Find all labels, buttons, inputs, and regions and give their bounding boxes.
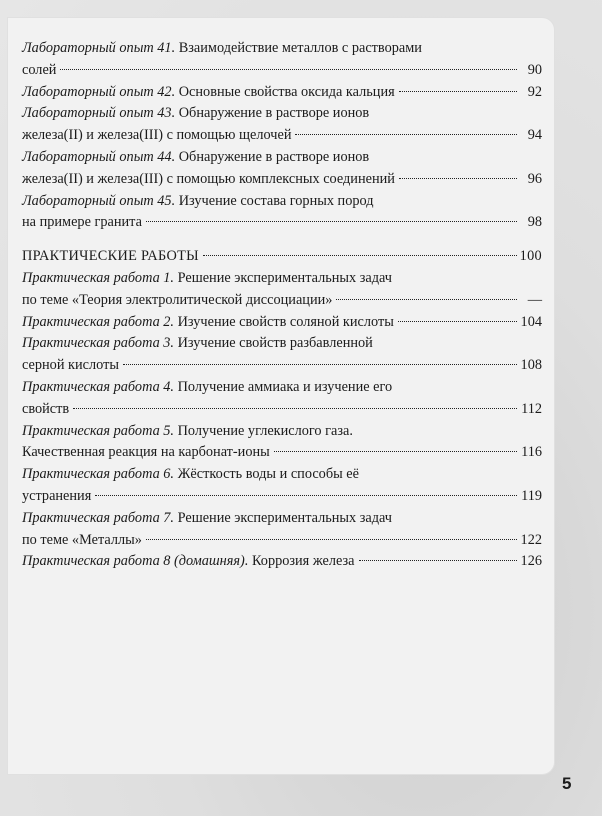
entry-title: Решение экспериментальных задач (177, 269, 392, 286)
entry-page: 119 (521, 487, 542, 504)
toc-entry-lab-44 (22, 147, 542, 169)
dot-leader (146, 539, 517, 540)
entry-title: Изучение свойств разбавленной (177, 335, 373, 352)
entry-lead: Практическая работа 4. (22, 378, 175, 395)
entry-page: 108 (520, 357, 542, 374)
entry-title-cont: серной кислоты (22, 357, 119, 374)
entry-title: Основные свойства оксида кальция (178, 83, 395, 100)
dot-leader (336, 299, 517, 300)
entry-page: 98 (527, 214, 542, 231)
toc-entry-lab-41 (22, 38, 542, 60)
entry-lead: Практическая работа 5. (22, 422, 175, 439)
entry-lead: Практическая работа 3. (22, 335, 175, 352)
toc-entry-pr-4 (22, 377, 542, 399)
dot-leader (123, 364, 517, 365)
entry-title-cont: железа(II) и железа(III) с помощью щелочей (22, 127, 292, 144)
entry-title: Получение аммиака и изучение его (177, 378, 393, 395)
dot-leader (146, 221, 517, 222)
table-of-contents (22, 38, 542, 573)
toc-entry-pr-7 (22, 508, 542, 530)
toc-entry-lab-43-cont (22, 125, 542, 147)
entry-lead: Лабораторный опыт 44. (22, 148, 176, 165)
dot-leader (95, 495, 517, 496)
toc-entry-pr-6 (22, 464, 542, 486)
entry-title: Решение экспериментальных задач (177, 509, 392, 526)
entry-title-cont: по теме «Теория электролитической диссоциации» (22, 291, 333, 308)
toc-entry-lab-43 (22, 103, 542, 125)
dot-leader (203, 255, 517, 256)
toc-section-practical (22, 246, 542, 268)
toc-entry-lab-41-cont (22, 60, 542, 82)
toc-entry-pr-1 (22, 268, 542, 290)
entry-lead: Практическая работа 1. (22, 269, 175, 286)
entry-page: 104 (520, 313, 542, 330)
dot-leader (73, 408, 517, 409)
toc-entry-pr-5-cont (22, 442, 542, 464)
dot-leader (359, 560, 517, 561)
entry-page: 92 (527, 83, 542, 100)
dot-leader (398, 321, 517, 322)
entry-title: Изучение свойств соляной кислоты (177, 313, 394, 330)
entry-lead: Лабораторный опыт 42. (22, 83, 176, 100)
toc-entry-pr-6-cont (22, 486, 542, 508)
entry-page: 96 (527, 170, 542, 187)
toc-entry-pr-5 (22, 421, 542, 443)
entry-page: 100 (519, 248, 542, 265)
toc-entry-lab-45 (22, 191, 542, 213)
entry-page: — (527, 291, 542, 308)
entry-title: Взаимодействие металлов с растворами (178, 40, 422, 56)
dot-leader (295, 134, 517, 135)
entry-title-cont: солей (22, 61, 57, 78)
page-number: 5 (562, 774, 572, 793)
entry-page: 116 (521, 444, 542, 461)
entry-page: 94 (527, 127, 542, 144)
toc-entry-pr-7-cont (22, 530, 542, 552)
dot-leader (60, 69, 517, 70)
entry-title: Получение углекислого газа. (177, 422, 353, 439)
entry-lead: Практическая работа 6. (22, 466, 175, 483)
entry-page: 122 (520, 531, 542, 548)
entry-page: 126 (520, 553, 542, 570)
entry-title-cont: свойств (22, 400, 70, 417)
entry-title: Обнаружение в растворе ионов (178, 105, 370, 122)
entry-title-cont: устранения (22, 487, 92, 504)
entry-title-cont: по теме «Металлы» (22, 531, 142, 548)
entry-title-cont: на примере гранита (22, 214, 142, 231)
toc-entry-pr-4-cont (22, 399, 542, 421)
entry-title: Изучение состава горных пород (178, 192, 374, 209)
entry-lead: Практическая работа 2. (22, 313, 175, 330)
toc-entry-pr-2 (22, 312, 542, 334)
dot-leader (399, 178, 517, 179)
toc-entry-lab-42 (22, 82, 542, 104)
entry-title-cont: железа(II) и железа(III) с помощью комплексных соединений (22, 170, 395, 187)
entry-title-cont: Качественная реакция на карбонат-ионы (22, 444, 270, 461)
entry-title: Коррозия железа (251, 553, 355, 570)
entry-lead: Лабораторный опыт 41. (22, 40, 176, 56)
entry-title: Обнаружение в растворе ионов (178, 148, 370, 165)
dot-leader (399, 91, 517, 92)
entry-lead: Лабораторный опыт 45. (22, 192, 176, 209)
entry-lead: Практическая работа 7. (22, 509, 175, 526)
dot-leader (274, 451, 517, 452)
entry-lead: Практическая работа 8 (домашняя). (22, 553, 249, 570)
entry-page: 90 (527, 61, 542, 78)
toc-entry-pr-8 (22, 551, 542, 573)
entry-page: 112 (521, 400, 542, 417)
toc-entry-pr-3-cont (22, 355, 542, 377)
section-title: ПРАКТИЧЕСКИЕ РАБОТЫ (22, 248, 199, 265)
toc-entry-lab-45-cont (22, 212, 542, 234)
entry-lead: Лабораторный опыт 43. (22, 105, 176, 122)
section-gap (22, 234, 542, 246)
toc-entry-lab-44-cont (22, 169, 542, 191)
entry-title: Жёсткость воды и способы её (177, 466, 359, 483)
toc-entry-pr-1-cont (22, 290, 542, 312)
toc-entry-pr-3 (22, 333, 542, 355)
